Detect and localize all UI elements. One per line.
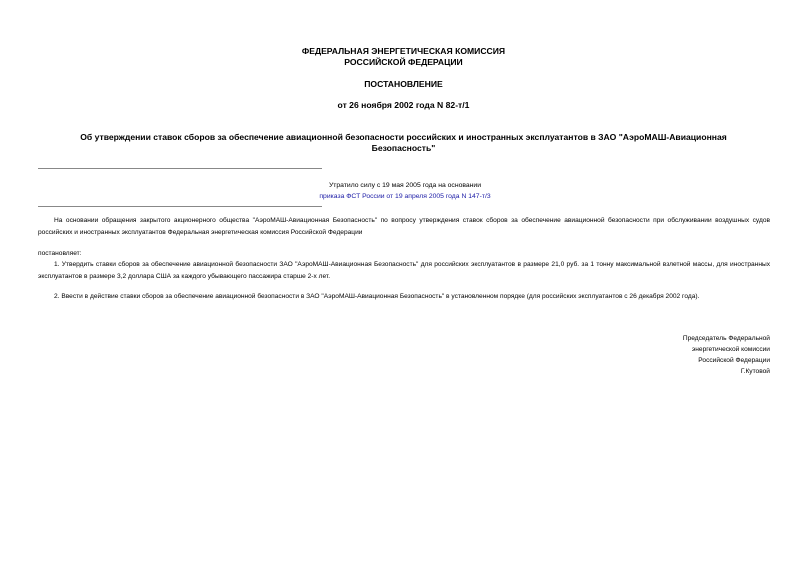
status-text: Утратило силу с 19 мая 2005 года на основании <box>328 182 482 189</box>
resolves-label: постановляет: <box>38 250 82 257</box>
signatory-title-line3: Российской Федерации <box>698 357 770 364</box>
document-title: Об утверждении ставок сборов за обеспечение авиационной безопасности российских и иностранных эксплуатантов в ЗАО "АэроМАШ-Авиационная Безопасность" <box>80 132 727 153</box>
commission-name-line1: ФЕДЕРАЛЬНАЯ ЭНЕРГЕТИЧЕСКАЯ КОМИССИЯ <box>301 46 506 56</box>
divider-bottom <box>38 206 322 207</box>
signatory-name: Г.Кутовой <box>740 368 770 375</box>
resolution-item-2: 2. Ввести в действие ставки сборов за обеспечение авиационной безопасности в ЗАО "АэроМАШ-Авиационная Безопасность" в установленном порядке (для российских эксплуатантов с 26 декабря 2002 года). <box>54 293 700 300</box>
signatory-title-line1: Председатель Федеральной <box>682 335 770 342</box>
status-note <box>200 180 610 202</box>
signature-block <box>600 333 770 377</box>
document-type: ПОСТАНОВЛЕНИЕ <box>364 79 443 89</box>
status-link[interactable]: приказа ФСТ России от 19 апреля 2005 года N 147-т/3 <box>319 193 491 200</box>
commission-name-line2: РОССИЙСКОЙ ФЕДЕРАЦИИ <box>344 57 463 67</box>
divider-top <box>38 168 322 169</box>
intro-paragraph: На основании обращения закрытого акционерного общества "АэроМАШ-Авиационная Безопасность" по вопросу утверждения ставок сборов за обеспечение авиационной безопасности при обслуживании воздушных судов российских и иностранных эксплуатантов Федеральная энергетическая комиссия Российской Федерации <box>38 217 770 236</box>
document-date: от 26 ноября 2002 года N 82-т/1 <box>337 100 470 110</box>
signatory-title-line2: энергетической комиссии <box>691 346 770 353</box>
resolution-item-1: 1. Утвердить ставки сборов за обеспечение авиационной безопасности ЗАО "АэроМАШ-Авиационная Безопасность" для российских эксплуатантов в размере 21,0 руб. за 1 тонну максимальной взлетной массы, для иностранных эксплуатантов в размере 3,2 доллара США за каждого убывающего пассажира старше 2-х лет. <box>38 261 770 280</box>
